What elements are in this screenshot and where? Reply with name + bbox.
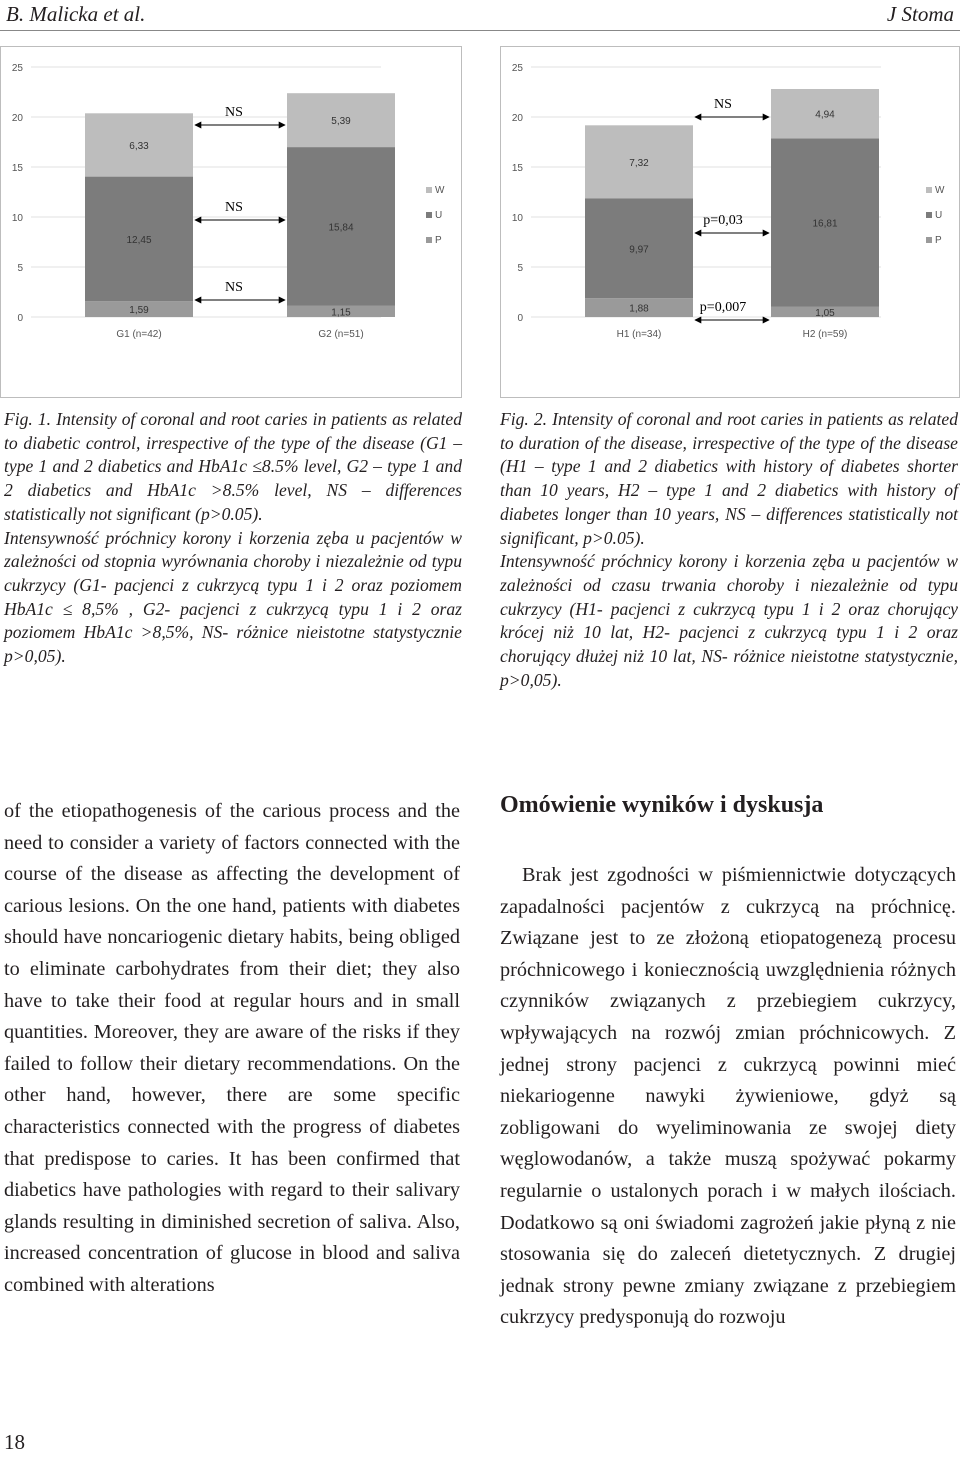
body-paragraph-en: of the etiopathogenesis of the carious process and the need to consider a variety of factors connected with the course of the disease as affecting the development of carious lesions. On the one hand, patients with diabetes should have noncariogenic dietary habits, being obliged to eliminate carbohydrates from their diet; they also have to take their food at regular hours and in small quantities. Moreover, they are aware of the risks if they failed to follow their dietary recommendations. On the other hand, however, there are some specific characteristics connected with the progress of diabetes that predispose to caries. It has been confirmed that diabetics have pathologies with regard to their salivary glands resulting in diminished secretion of saliva. Also, increased concentration of glucose in blood and saliva combined with alterations [4, 800, 460, 1296]
figure-1-caption-pl: Intensywność próchnicy korony i korzenia zęba u pacjentów w zależności od stopnia wyrównania choroby i niezależnie od typu cukrzycy (G1- pacjenci z cukrzycą typu 1 i 2 oraz poziomem HbA1c ≤ 8,5% , G2- pacjenci z cukrzycą typu 1 i 2 oraz poziomem HbA1c >8,5%, NS- różnice nieistotne statystycznie p>0,05). [4, 527, 462, 667]
significance-label: p=0,007 [699, 300, 747, 315]
data-label: 6,33 [129, 140, 149, 152]
y-tick-label: 15 [11, 163, 23, 174]
figure-2-svg [501, 47, 959, 397]
legend-swatch [926, 187, 932, 193]
y-tick-label: 20 [511, 113, 523, 124]
x-tick-label: H1 (n=34) [616, 329, 662, 340]
section-heading: Omówienie wyników i dyskusja [500, 792, 824, 818]
y-tick-label: 15 [511, 163, 523, 174]
body-paragraph-pl: Brak jest zgodności w piśmiennictwie dotyczących zapadalności pacjentów z cukrzycą na próchnicę. Związane jest to ze złożoną etiopatogenezą procesu próchnicowego i koniecznością uwzględnienia różnych czynników związanych z przebiegiem cukrzycy, wpływających na rozwój zmian próchnicowych. Z jednej strony pacjenci z cukrzycą powinni mieć niekariogenne nawyki żywieniowe, gdyż są zobligowani do wyeliminowania ze swojej diety węglowodanów, a także muszą spożywać pokarmy regularnie o ustalonych porach i w małych ilościach. Dodatkowo są oni świadomi zagrożeń jakie płyną z nie stosowania się do zaleceń dietetycznych. Z drugiej jednak strony pewne zmiany związane z przebiegiem cukrzycy predysponują do rozwoju [500, 864, 956, 1329]
figure-1-chart [0, 46, 462, 398]
y-tick-label: 20 [11, 113, 23, 124]
figure-1-caption-en: Fig. 1. Intensity of coronal and root caries in patients as related to diabetic control, irrespective of the type of the disease (G1 – type 1 and 2 diabetics and HbA1c ≤8.5% level, G2 – type 1 and 2 diabetics and HbA1c >8.5% level, NS – differences statistically not significant (p>0.05). [4, 409, 462, 524]
data-label: 1,88 [629, 303, 649, 315]
figure-1-svg [1, 47, 461, 397]
legend-swatch [426, 237, 432, 243]
page-number: 18 [4, 1430, 25, 1454]
significance-label: NS [225, 200, 243, 215]
y-tick-label: 5 [517, 263, 523, 274]
significance-label: p=0,03 [703, 213, 743, 228]
legend-label: W [435, 185, 445, 196]
significance-label: NS [225, 105, 243, 120]
x-tick-label: G1 (n=42) [116, 329, 162, 340]
y-tick-label: 10 [11, 213, 23, 224]
x-tick-label: G2 (n=51) [318, 329, 364, 340]
data-label: 7,32 [629, 157, 649, 169]
legend-label: P [435, 235, 442, 246]
running-header-journal: J Stoma [886, 2, 954, 26]
figure-2-chart [500, 46, 960, 398]
y-tick-label: 0 [517, 313, 523, 324]
data-label: 1,05 [815, 307, 835, 319]
data-label: 1,59 [129, 305, 149, 317]
legend-label: U [435, 210, 443, 221]
figure-2-caption-en: Fig. 2. Intensity of coronal and root caries in patients as related to duration of the disease, irrespective of the type of the disease (H1 – type 1 and 2 diabetics with history of diabetes shorter than 10 years, H2 – type 1 and 2 diabetics with history of diabetes longer than 10 years, NS – differences statistically not significant, p>0.05). [500, 409, 958, 548]
y-tick-label: 0 [17, 313, 23, 324]
figure-1-caption-block [4, 408, 462, 669]
legend-swatch [426, 212, 432, 218]
legend-label: W [935, 185, 945, 196]
legend-swatch [926, 212, 932, 218]
data-label: 16,81 [812, 218, 838, 230]
running-header-authors: B. Malicka et al. [6, 2, 146, 26]
legend-swatch [926, 237, 932, 243]
significance-label: NS [714, 97, 732, 112]
y-tick-label: 25 [11, 63, 23, 74]
data-label: 5,39 [331, 116, 351, 128]
data-label: 4,94 [815, 109, 835, 121]
legend-label: U [935, 210, 943, 221]
y-tick-label: 25 [511, 63, 523, 74]
figure-2-caption-pl: Intensywność próchnicy korony i korzenia zęba u pacjentów w zależności od czasu trwania choroby i niezależnie od typu cukrzycy (H1- pacjenci z cukrzycą typu 1 i 2 oraz chorujący krócej niż 10 lat, H2- pacjenci z cukrzycą typu 1 i 2 oraz chorujący dłużej niż 10 lat, NS- różnice nieistotne statystycznie, p>0,05). [500, 551, 958, 690]
figure-2-caption-block [500, 408, 958, 692]
x-tick-label: H2 (n=59) [802, 329, 848, 340]
data-label: 12,45 [126, 234, 152, 246]
y-tick-label: 5 [17, 263, 23, 274]
data-label: 1,15 [331, 307, 351, 319]
legend-label: P [935, 235, 942, 246]
y-tick-label: 10 [511, 213, 523, 224]
data-label: 9,97 [629, 244, 649, 256]
data-label: 15,84 [328, 222, 354, 234]
legend-swatch [426, 187, 432, 193]
significance-label: NS [225, 280, 243, 295]
header-rule [0, 30, 960, 31]
